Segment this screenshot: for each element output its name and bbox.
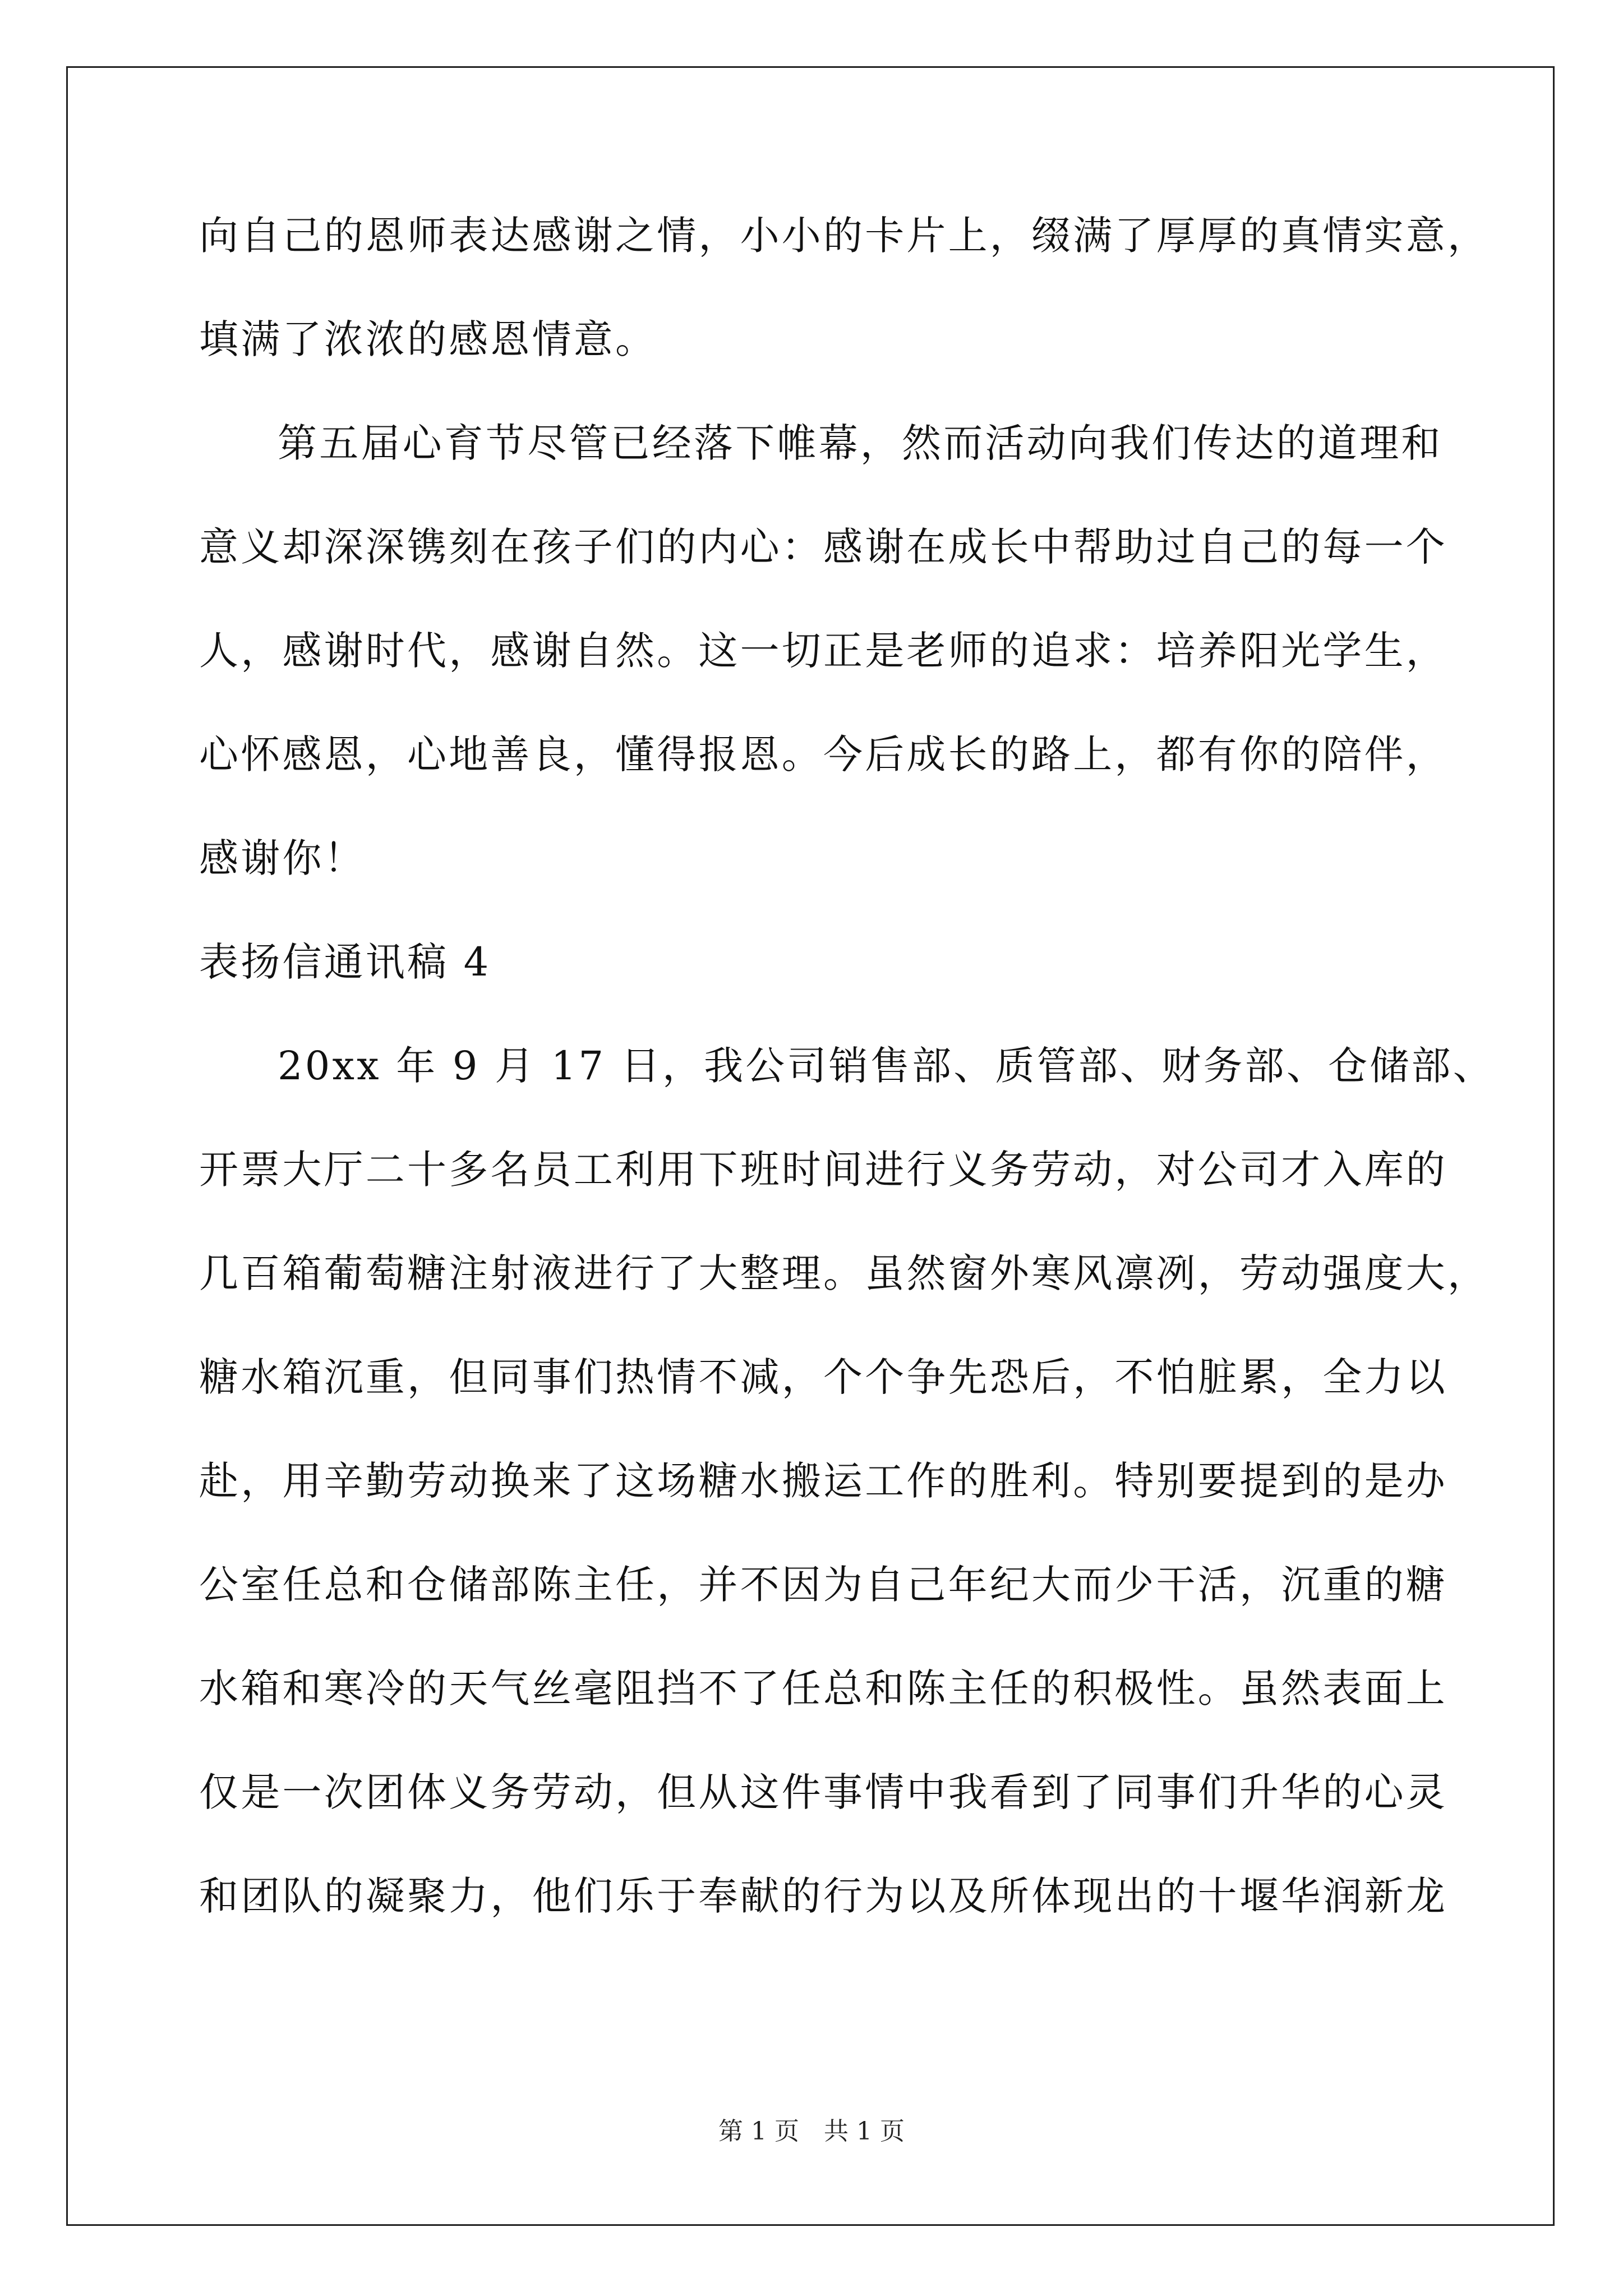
- paragraph-start-line: 20xx 年 9 月 17 日，我公司销售部、质管部、财务部、仓储部、: [278, 1043, 1495, 1089]
- text-line: 感谢你！: [199, 835, 366, 881]
- text-line: 人，感谢时代，感谢自然。这一切正是老师的追求：培养阳光学生，: [199, 628, 1447, 674]
- text-line: 开票大厅二十多名员工利用下班时间进行义务劳动，对公司才入库的: [199, 1147, 1447, 1193]
- text-line: 公室任总和仓储部陈主任，并不因为自己年纪大而少干活，沉重的糖: [199, 1562, 1447, 1608]
- text-line: 几百箱葡萄糖注射液进行了大整理。虽然窗外寒风凛冽，劳动强度大，: [199, 1250, 1490, 1296]
- text-line: 仅是一次团体义务劳动，但从这件事情中我看到了同事们升华的心灵: [199, 1769, 1447, 1815]
- page-number-footer: 第 1 页 共 1 页: [718, 2117, 905, 2146]
- text-line: 意义却深深镌刻在孩子们的内心：感谢在成长中帮助过自己的每一个: [199, 524, 1447, 570]
- text-line: 水箱和寒冷的天气丝毫阻挡不了任总和陈主任的积极性。虽然表面上: [199, 1665, 1447, 1711]
- text-line: 填满了浓浓的感恩情意。: [199, 316, 657, 362]
- paragraph-start-line: 第五届心育节尽管已经落下帷幕，然而活动向我们传达的道理和: [278, 420, 1443, 466]
- text-line: 赴，用辛勤劳动换来了这场糖水搬运工作的胜利。特别要提到的是办: [199, 1458, 1447, 1504]
- section-heading: 表扬信通讯稿 4: [199, 939, 491, 985]
- text-line: 心怀感恩，心地善良，懂得报恩。今后成长的路上，都有你的陪伴，: [199, 731, 1447, 777]
- text-line: 糖水箱沉重，但同事们热情不减，个个争先恐后，不怕脏累，全力以: [199, 1354, 1447, 1400]
- text-line: 向自己的恩师表达感谢之情，小小的卡片上，缀满了厚厚的真情实意，: [199, 213, 1490, 259]
- text-line: 和团队的凝聚力，他们乐于奉献的行为以及所体现出的十堰华润新龙: [199, 1873, 1447, 1919]
